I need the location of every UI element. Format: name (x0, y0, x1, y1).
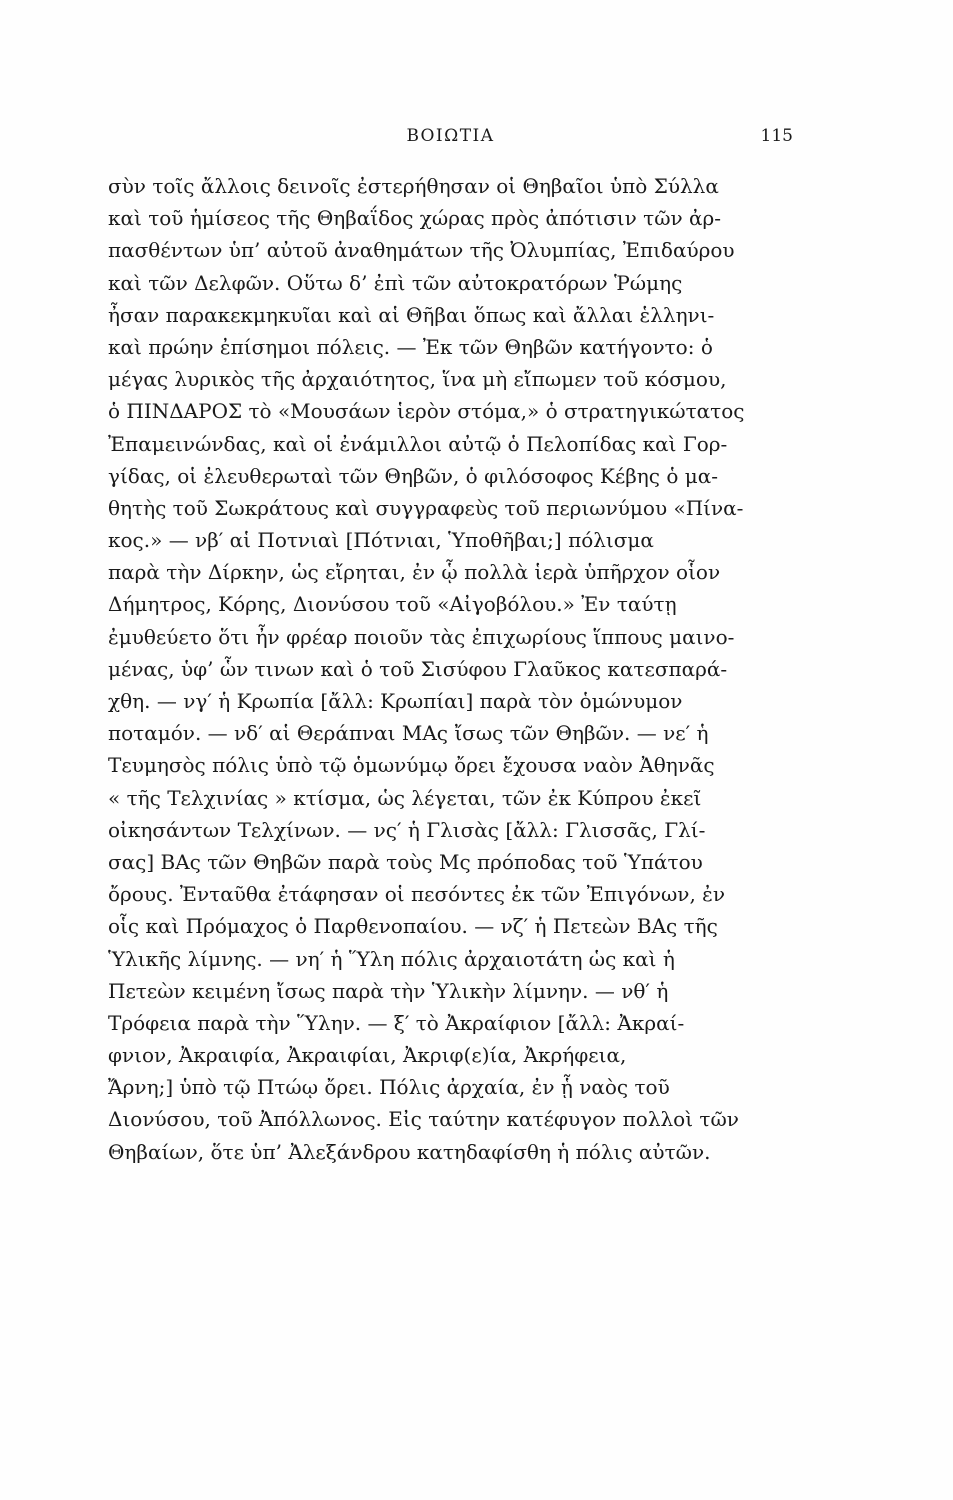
text-line: Τρόφεια παρὰ τὴν Ὕλην. — ξ′ τὸ Ἀκραίφιον [ἄλλ: Ἀκραί- (108, 1010, 685, 1035)
text-line: φνιον, Ἀκραιφία, Ἀκραιφίαι, Ἀκριφ(ε)ία, Ἀκρήφεια, (108, 1043, 627, 1068)
text-line: Ἄρνη;] ὑπὸ τῷ Πτώῳ ὄρει. Πόλις ἀρχαία, ἐν ᾗ ναὸς τοῦ (108, 1075, 670, 1100)
page-number: 115 (760, 126, 793, 146)
text-line: μένας, ὑφ’ ὧν τινων καὶ ὁ τοῦ Σισύφου Γλαῦκος κατεσπαρά- (108, 656, 728, 681)
text-line: ἦσαν παρακεκμηκυῖαι καὶ αἱ Θῆβαι ὅπως καὶ ἄλλαι ἑλληνι- (108, 302, 715, 327)
text-line: Δήμητρος, Κόρης, Διονύσου τοῦ «Αἰγοβόλου.» Ἐν ταύτῃ (108, 592, 677, 617)
text-line: πασθέντων ὑπ’ αὐτοῦ ἀναθημάτων τῆς Ὀλυμπίας, Ἐπιδαύρου (108, 238, 735, 263)
text-line: σας] ΒΑς τῶν Θηβῶν παρὰ τοὺς Μς πρόποδας τοῦ Ὑπάτου (108, 849, 703, 874)
text-line (108, 1168, 808, 1200)
body-text (108, 170, 808, 1200)
text-line: χθη. — νγ′ ἡ Κρωπία [ἄλλ: Κρωπίαι] παρὰ τὸν ὁμώνυμον (108, 689, 683, 713)
text-line: καὶ πρώην ἐπίσημοι πόλεις. — Ἐκ τῶν Θηβῶν κατήγοντο: ὁ (108, 334, 713, 359)
text-line: Ὑλικῆς λίμνης. — νη′ ἡ Ὕλη πόλις ἀρχαιοτάτη ὡς καὶ ἡ (108, 946, 675, 971)
text-line: ἐμυθεύετο ὅτι ἦν φρέαρ ποιοῦν τὰς ἐπιχωρίους ἵππους μαινο- (108, 624, 735, 649)
text-line: καὶ τῶν Δελφῶν. Οὕτω δ’ ἐπὶ τῶν αὐτοκρατόρων Ῥώμης (108, 270, 683, 295)
text-line: γίδας, οἱ ἐλευθερωταὶ τῶν Θηβῶν, ὁ φιλόσοφος Κέβης ὁ μα- (108, 463, 718, 488)
text-line: μέγας λυρικὸς τῆς ἀρχαιότητος, ἵνα μὴ εἴπωμεν τοῦ κόσμου, (108, 367, 727, 392)
text-line: σὺν τοῖς ἄλλοις δεινοῖς ἐστερήθησαν οἱ Θηβαῖοι ὑπὸ Σύλλα (108, 174, 719, 198)
text-line: παρὰ τὴν Δίρκην, ὡς εἴρηται, ἐν ᾧ πολλὰ ἱερὰ ὑπῆρχον οἷον (108, 560, 721, 585)
text-line: οἰκησάντων Τελχίνων. — νς′ ἡ Γλισὰς [ἄλλ: Γλισσᾶς, Γλί- (108, 817, 706, 842)
text-line: κος.» — νβ′ αἱ Ποτνιαὶ [Πότνιαι, Ὑποθῆβαι;] πόλισμα (108, 528, 654, 553)
text-line: ὁ ΠΙΝΔΑΡΟΣ τὸ «Μουσάων ἱερὸν στόμα,» ὁ στρατηγικώτατος (108, 399, 745, 424)
text-line: οἷς καὶ Πρόμαχος ὁ Παρθενοπαίου. — νζ′ ἡ Πετεὼν ΒΑς τῆς (108, 914, 718, 939)
text-line: Θηβαίων, ὅτε ὑπ’ Ἀλεξάνδρου κατηδαφίσθη ἡ πόλις αὐτῶν. (108, 1139, 711, 1164)
running-head (108, 126, 793, 156)
text-line: ποταμόν. — νδ′ αἱ Θεράπναι ΜΑς ἴσως τῶν Θηβῶν. — νε′ ἡ (108, 721, 709, 746)
text-line: ὄρους. Ἐνταῦθα ἐτάφησαν οἱ πεσόντες ἐκ τῶν Ἐπιγόνων, ἐν (108, 882, 726, 907)
text-line: καὶ τοῦ ἡμίσεος τῆς Θηβαΐδος χώρας πρὸς ἀπότισιν τῶν ἀρ- (108, 206, 722, 231)
text-line: Ἐπαμεινώνδας, καὶ οἱ ἐνάμιλλοι αὐτῷ ὁ Πελοπίδας καὶ Γορ- (108, 431, 728, 456)
text-line: Τευμησὸς πόλις ὑπὸ τῷ ὁμωνύμῳ ὄρει ἔχουσα ναὸν Ἀθηνᾶς (108, 753, 715, 778)
running-title: ΒΟΙΩΤΙΑ (406, 126, 495, 146)
text-line: Διονύσου, τοῦ Ἀπόλλωνος. Εἰς ταύτην κατέφυγον πολλοὶ τῶν (108, 1107, 739, 1132)
text-line: Πετεὼν κειμένη ἴσως παρὰ τὴν Ὑλικὴν λίμνην. — νθ′ ἡ (108, 978, 669, 1003)
text-line: « τῆς Τελχινίας » κτίσμα, ὡς λέγεται, τῶν ἐκ Κύπρου ἐκεῖ (108, 785, 702, 810)
text-line: θητὴς τοῦ Σωκράτους καὶ συγγραφεὺς τοῦ περιωνύμου «Πίνα- (108, 495, 744, 520)
